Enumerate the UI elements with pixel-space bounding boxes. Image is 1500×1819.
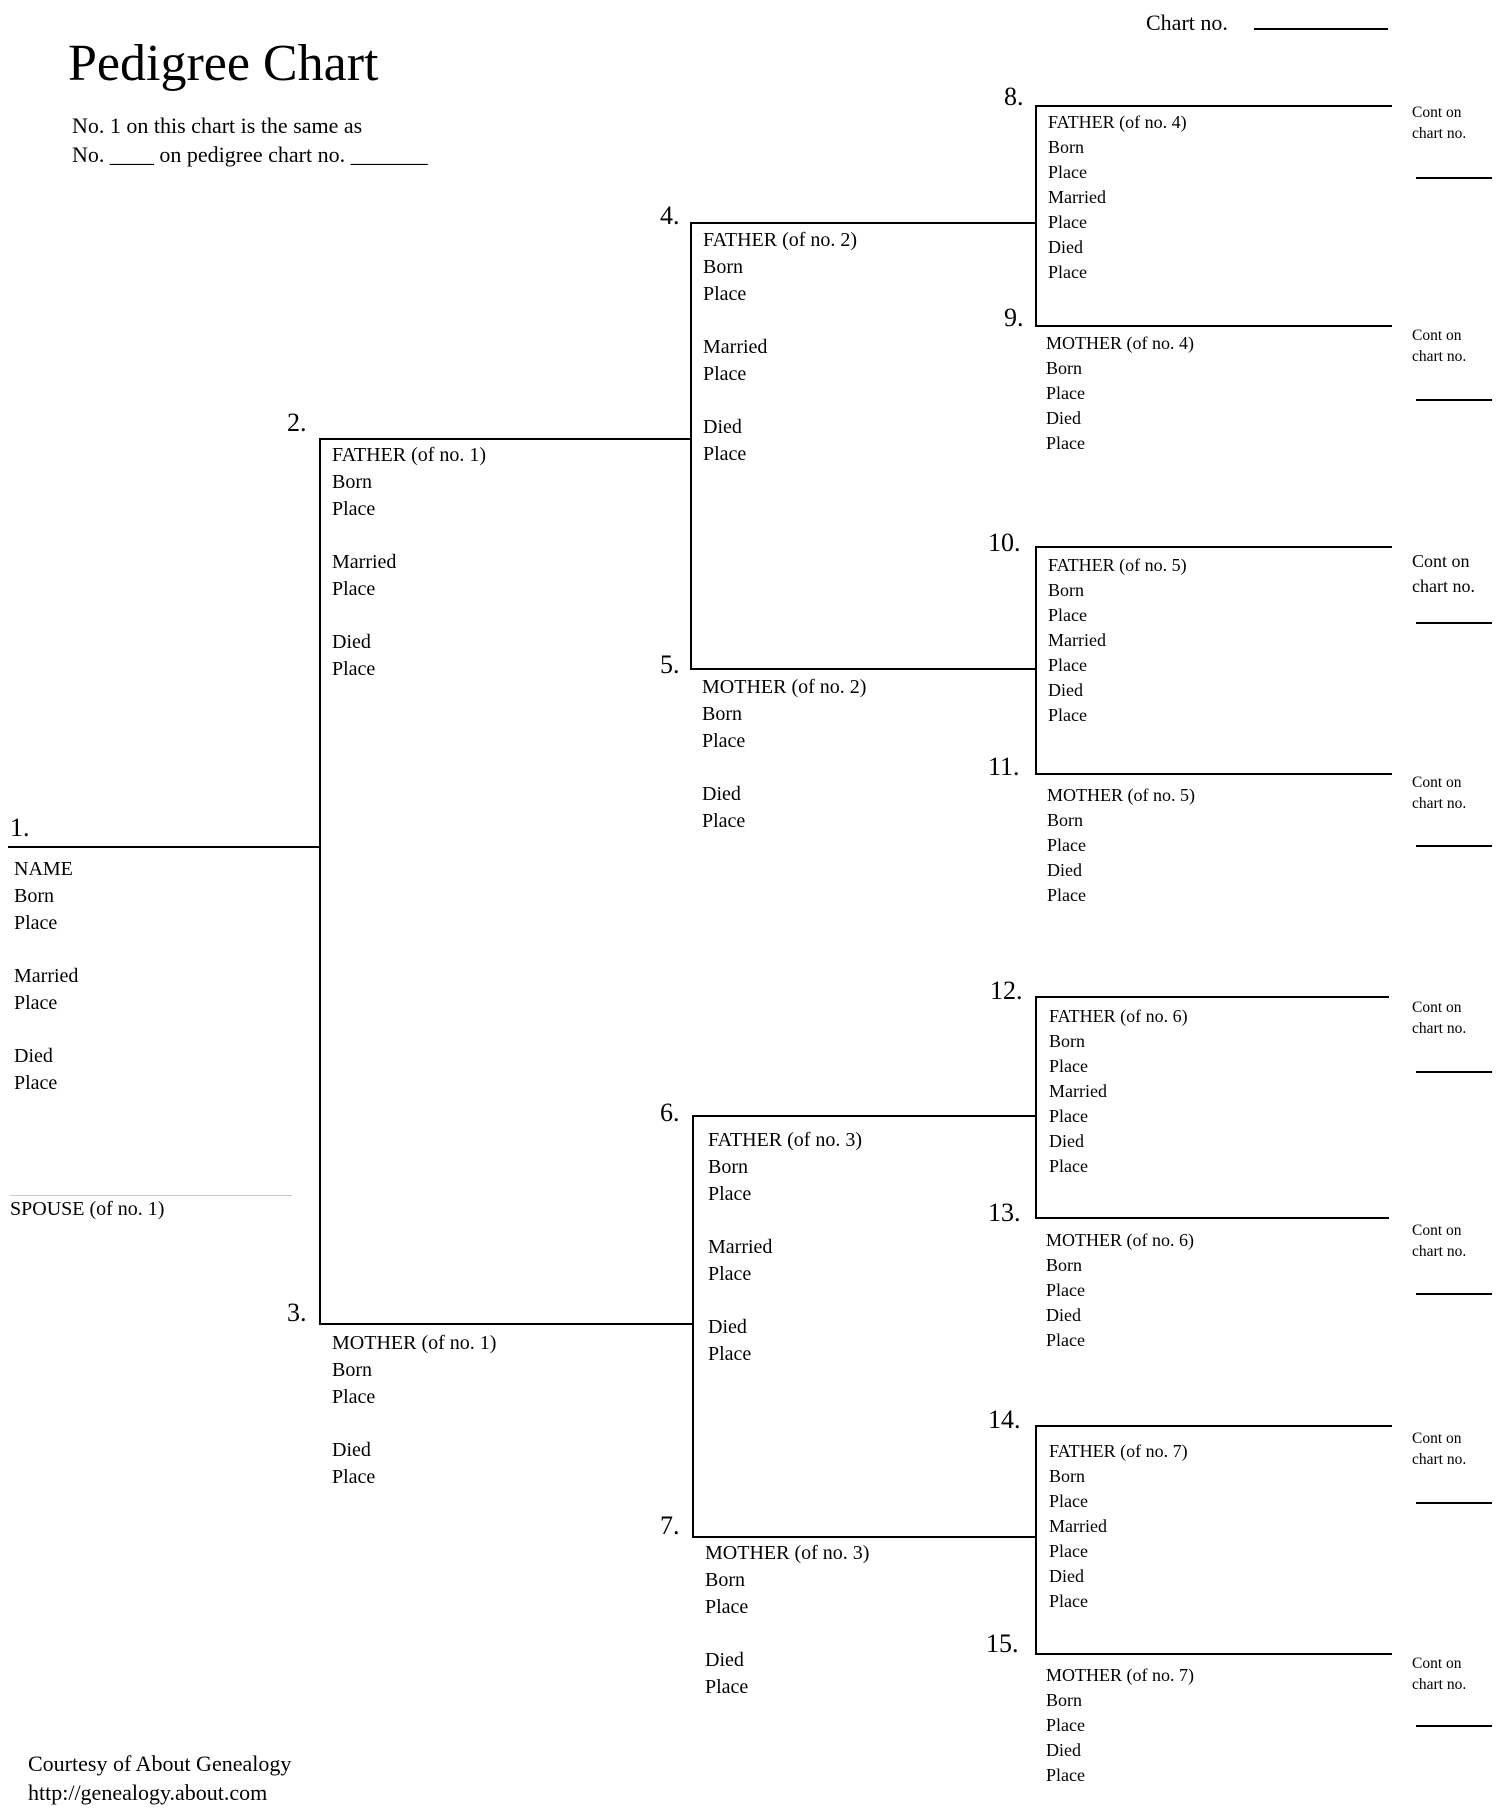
cont-chart-field[interactable]: [1416, 845, 1492, 847]
field-label: Died: [1046, 408, 1081, 428]
person-heading: NAME: [14, 858, 73, 880]
field-label: Place: [332, 1466, 376, 1488]
person-heading: FATHER (of no. 1): [332, 444, 487, 466]
field-label: Born: [705, 1569, 745, 1591]
field-label: Place: [1047, 835, 1086, 855]
field-label: Place: [1048, 212, 1087, 232]
field-label: Place: [14, 992, 58, 1014]
field-label: Place: [1046, 1330, 1085, 1350]
field-label: Married: [332, 551, 397, 573]
person-heading: FATHER (of no. 4): [1048, 112, 1187, 132]
person-heading: MOTHER (of no. 4): [1046, 333, 1194, 353]
field-label: Place: [332, 658, 376, 680]
field-label: Place: [1046, 1715, 1085, 1735]
field-label: Place: [1048, 705, 1087, 725]
field-label: Born: [1049, 1031, 1085, 1051]
person-heading: MOTHER (of no. 3): [705, 1542, 870, 1564]
field-label: Born: [708, 1156, 748, 1178]
cont-on-label: Cont on: [1412, 1222, 1462, 1239]
field-label: Place: [1046, 383, 1085, 403]
footer-courtesy: Courtesy of About Genealogy: [28, 1751, 292, 1776]
person-heading: MOTHER (of no. 5): [1047, 785, 1195, 805]
person-number: 2.: [287, 408, 307, 437]
chart-number-field[interactable]: [1254, 28, 1388, 30]
field-label: Born: [1046, 1255, 1082, 1275]
field-label: Place: [1048, 162, 1087, 182]
field-label: Place: [705, 1596, 749, 1618]
field-label: Place: [1049, 1156, 1088, 1176]
person-heading: MOTHER (of no. 2): [702, 676, 867, 698]
field-label: Died: [14, 1045, 53, 1067]
person-number: 5.: [660, 650, 680, 679]
page-title: Pedigree Chart: [68, 35, 379, 92]
person-heading: FATHER (of no. 7): [1049, 1441, 1188, 1461]
field-label: Died: [705, 1649, 744, 1671]
cont-chart-label: chart no.: [1412, 348, 1467, 365]
footer-url[interactable]: http://genealogy.about.com: [28, 1780, 268, 1805]
field-label: Died: [708, 1316, 747, 1338]
field-label: Born: [332, 471, 372, 493]
cont-chart-label: chart no.: [1412, 576, 1475, 596]
field-label: Died: [1047, 860, 1082, 880]
cont-on-label: Cont on: [1412, 327, 1462, 344]
field-label: Died: [1046, 1740, 1081, 1760]
field-label: Place: [14, 912, 58, 934]
cont-chart-field[interactable]: [1416, 399, 1492, 401]
person-heading: FATHER (of no. 3): [708, 1129, 863, 1151]
person-heading: FATHER (of no. 2): [703, 229, 858, 251]
field-label: Married: [708, 1236, 773, 1258]
person-number: 6.: [660, 1098, 680, 1127]
cont-on-label: Cont on: [1412, 1655, 1462, 1672]
field-label: Place: [1049, 1056, 1088, 1076]
cont-chart-field[interactable]: [1416, 1293, 1492, 1295]
field-label: Died: [1049, 1566, 1084, 1586]
field-label: Place: [703, 283, 747, 305]
spouse-label: SPOUSE (of no. 1): [10, 1198, 165, 1220]
field-label: Place: [1047, 885, 1086, 905]
field-label: Place: [1049, 1541, 1088, 1561]
field-label: Died: [1046, 1305, 1081, 1325]
field-label: Place: [1049, 1591, 1088, 1611]
field-label: Born: [1049, 1466, 1085, 1486]
person-number: 12.: [990, 976, 1023, 1005]
cont-on-label: Cont on: [1412, 1430, 1462, 1447]
intro-line-2: No. ____ on pedigree chart no. _______: [72, 142, 428, 167]
field-label: Born: [1047, 810, 1083, 830]
person-heading: FATHER (of no. 5): [1048, 555, 1187, 575]
cont-chart-label: chart no.: [1412, 1243, 1467, 1260]
field-label: Place: [332, 1386, 376, 1408]
field-label: Born: [1046, 1690, 1082, 1710]
field-label: Place: [702, 730, 746, 752]
field-label: Place: [14, 1072, 58, 1094]
field-label: Place: [702, 810, 746, 832]
field-label: Place: [1046, 433, 1085, 453]
field-label: Married: [1049, 1081, 1107, 1101]
cont-chart-label: chart no.: [1412, 1020, 1467, 1037]
cont-on-label: Cont on: [1412, 104, 1462, 121]
person-heading: MOTHER (of no. 7): [1046, 1665, 1194, 1685]
field-label: Place: [708, 1263, 752, 1285]
field-label: Place: [332, 498, 376, 520]
person-number: 15.: [986, 1629, 1019, 1658]
field-label: Married: [703, 336, 768, 358]
cont-on-label: Cont on: [1412, 551, 1470, 571]
field-label: Died: [332, 631, 371, 653]
field-label: Place: [1049, 1491, 1088, 1511]
cont-on-label: Cont on: [1412, 774, 1462, 791]
field-label: Place: [703, 363, 747, 385]
cont-chart-field[interactable]: [1416, 1502, 1492, 1504]
field-label: Place: [705, 1676, 749, 1698]
field-label: Place: [1048, 605, 1087, 625]
cont-chart-label: chart no.: [1412, 1451, 1467, 1468]
field-label: Place: [1048, 655, 1087, 675]
field-label: Place: [332, 578, 376, 600]
field-label: Place: [708, 1183, 752, 1205]
field-label: Place: [1046, 1765, 1085, 1785]
person-number: 4.: [660, 201, 680, 230]
field-label: Married: [1049, 1516, 1107, 1536]
field-label: Died: [1048, 680, 1083, 700]
field-label: Place: [1046, 1280, 1085, 1300]
person-number: 13.: [988, 1198, 1021, 1227]
person-number: 8.: [1004, 82, 1024, 111]
field-label: Married: [1048, 187, 1106, 207]
person-number: 7.: [660, 1511, 680, 1540]
cont-chart-field[interactable]: [1416, 622, 1492, 624]
cont-chart-field[interactable]: [1416, 1071, 1492, 1073]
person-heading: MOTHER (of no. 6): [1046, 1230, 1194, 1250]
cont-chart-label: chart no.: [1412, 125, 1467, 142]
field-label: Died: [1048, 237, 1083, 257]
intro-line-1: No. 1 on this chart is the same as: [72, 113, 363, 138]
person-number: 9.: [1004, 303, 1024, 332]
person-number: 1.: [10, 813, 30, 842]
field-label: Born: [1046, 358, 1082, 378]
person-number: 11.: [988, 752, 1020, 781]
cont-on-label: Cont on: [1412, 999, 1462, 1016]
field-label: Born: [1048, 137, 1084, 157]
field-label: Place: [708, 1343, 752, 1365]
field-label: Place: [1048, 262, 1087, 282]
field-label: Married: [14, 965, 79, 987]
person-number: 14.: [988, 1405, 1021, 1434]
cont-chart-label: chart no.: [1412, 1676, 1467, 1693]
cont-chart-label: chart no.: [1412, 795, 1467, 812]
person-number: 10.: [988, 528, 1021, 557]
field-label: Died: [703, 416, 742, 438]
chart-number-label: Chart no.: [1146, 10, 1228, 35]
field-label: Born: [703, 256, 743, 278]
field-label: Born: [702, 703, 742, 725]
person-heading: MOTHER (of no. 1): [332, 1332, 497, 1354]
field-label: Died: [1049, 1131, 1084, 1151]
field-label: Born: [14, 885, 54, 907]
field-label: Born: [332, 1359, 372, 1381]
field-label: Place: [1049, 1106, 1088, 1126]
cont-chart-field[interactable]: [1416, 177, 1492, 179]
field-label: Born: [1048, 580, 1084, 600]
person-number: 3.: [287, 1298, 307, 1327]
cont-chart-field[interactable]: [1416, 1725, 1492, 1727]
field-label: Place: [703, 443, 747, 465]
field-label: Married: [1048, 630, 1106, 650]
field-label: Died: [332, 1439, 371, 1461]
person-heading: FATHER (of no. 6): [1049, 1006, 1188, 1026]
field-label: Died: [702, 783, 741, 805]
